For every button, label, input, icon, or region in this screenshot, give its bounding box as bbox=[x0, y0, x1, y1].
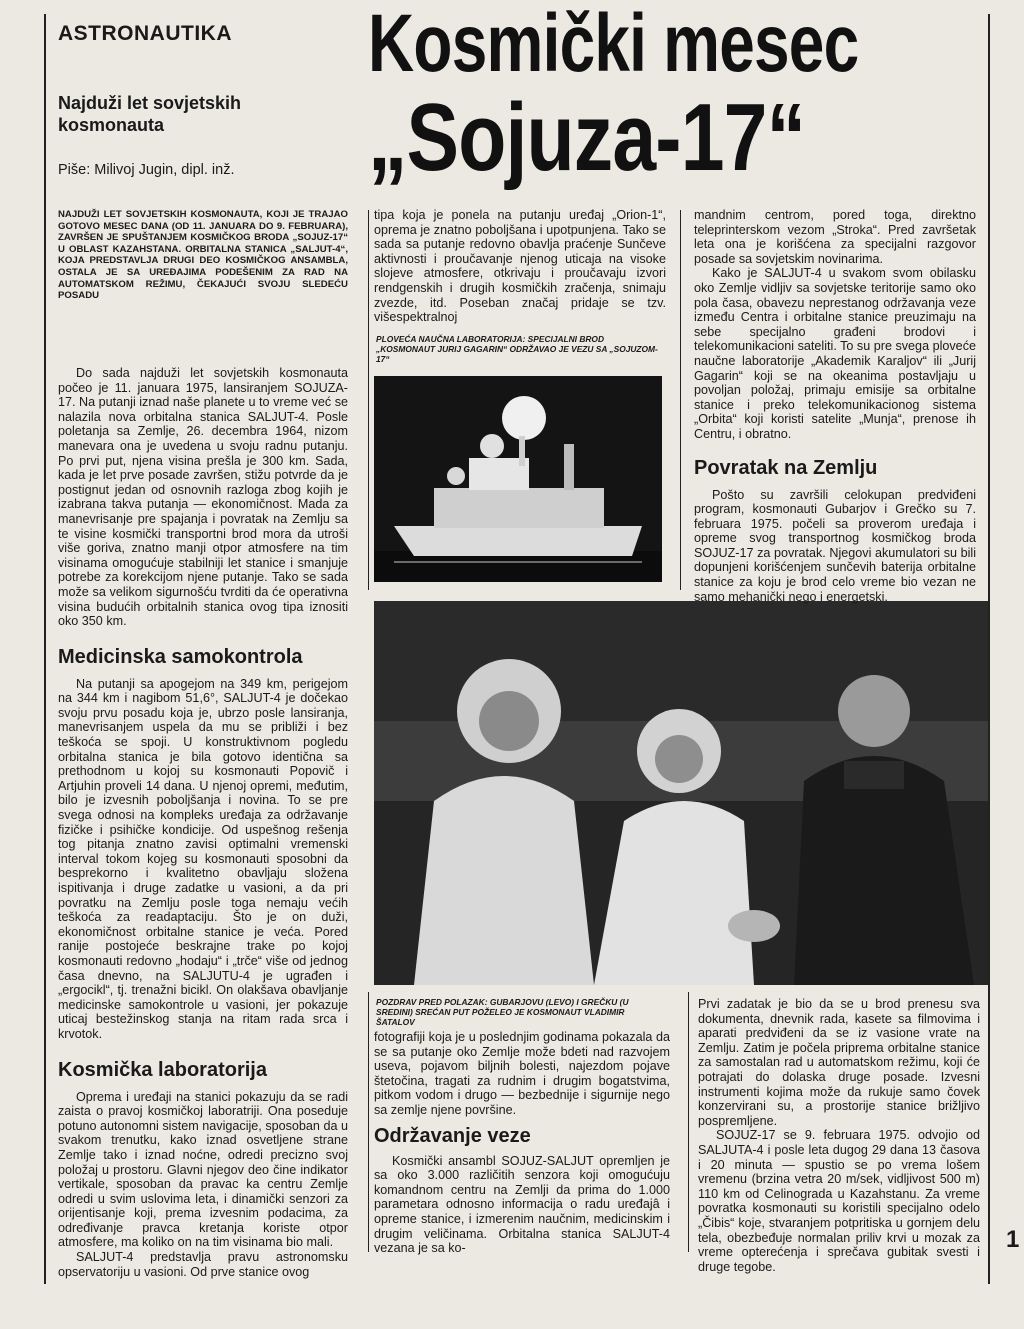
column-2-top bbox=[374, 208, 666, 325]
col3-paragraph-2: Kako je SALJUT-4 u svakom svom obilasku oko Zemlje vidljiv sa sovjetske teritorije samo oko pola časa, obavezu neprestanog održavanja veze između Centra i orbitalne stanice preuzimaju na sebe specijalno građeni brodovi i telekomunikacioni sateliti. To su pre svega ploveće naučne laboratorije „Akademik Karaljov“ ili „Jurij Gagarin“ koji se na okeanima postavljaju u povoljan položaj, primaju emisije sa orbitalne stanice i preko telekomunikacionog sistema „Orbita“ koji koristi satelite „Munja“, prenose ih Centru, i obratno. bbox=[694, 266, 976, 441]
column-3-top bbox=[694, 208, 976, 604]
col1-paragraph-1: Do sada najduži let sovjetskih kosmonauta počeo je 11. januara 1975, lansiranjem SOJUZA-17. Na putanji iznad naše planete u to vreme već se nalazila nova orbitalna stanica SALJUT-4. Posle poletanja sa Zemlje, 26. decembra 1964, nizom manevara ona je uvedena u svoju radnu putanju. Po prvi put, njena visina prešla je 300 km. Sada, kada je let prve posade završen, stižu potvrde da je postignut jedan od osnovnih razloga zbog kojih je izabrana takva putanja — ekonomičnost. Mada za manevrisanje pre spajanja i povratak na Zemlju sa te visine kosmički transportni brod mora da utroši više goriva, znatno manji otpor atmosfere na tim visinama omogućuje stabilniji let stanice i smanjuje potrebe za korekcijom njene putanje. Tako se sada može sa velikom sigurnošću tvrditi da će operativna visina budućih orbitalnih stanica ovog tipa iznositi oko 350 km. bbox=[58, 366, 348, 629]
col3-paragraph-1: mandnim centrom, pored toga, direktno teleprinterskom vezom „Stroka“. Pred završetak leta ona je korišćena za specijalni razgovor posade sa sovjetskim novinarima. bbox=[694, 208, 976, 266]
column-rule-4 bbox=[688, 992, 689, 1252]
column-1 bbox=[58, 366, 348, 1279]
col2-paragraph-2: fotografiji koja je u poslednjim godinama pokazala da se sa putanje oko Zemlje može bdeti nad razvojem useva, pojavom biljnih bolesti, najezdom pojave štetočina, tragati za rudnim i drugim bogatstvima, pitkom vodom i drugo — bezbednije i sigurnije nego sa zemlje njene površine. bbox=[374, 1030, 670, 1117]
ship-photo-caption: PLOVEĆA NAUČNA LABORATORIJA: SPECIJALNI BROD „KOSMONAUT JURIJ GAGARIN“ ODRŽAVAO JE VEZU SA „SOJUZOM-17“ bbox=[376, 334, 658, 364]
col3-paragraph-3: Pošto su završili celokupan predviđeni program, kosmonauti Gubarjov i Grečko su 7. februara 1975. počeli sa proverom uređaja i opreme svog transportnog kosmičkog broda SOJUZ-17 za povratak. Njegovi akumulatori su bili dopunjeni korišćenjem sunčevih baterija orbitalne stanice za koju je brod celo vreme bio vezan ne samo mehanički nego i energetski. bbox=[694, 487, 976, 604]
right-margin-rule bbox=[988, 14, 990, 1284]
subheading-odrzavanje-veze: Održavanje veze bbox=[374, 1124, 531, 1147]
byline: Piše: Milivoj Jugin, dipl. inž. bbox=[58, 162, 235, 178]
column-3-bottom bbox=[698, 997, 980, 1274]
section-label: ASTRONAUTIKA bbox=[58, 22, 232, 45]
crew-illustration bbox=[374, 601, 988, 985]
headline bbox=[368, 0, 988, 191]
column-2-bottom bbox=[374, 1030, 670, 1256]
left-margin-rule bbox=[44, 14, 46, 1284]
column-rule-3 bbox=[368, 992, 369, 1252]
subheading-laboratorija: Kosmička laboratorija bbox=[58, 1058, 267, 1081]
subheading-povratak: Povratak na Zemlju bbox=[694, 456, 878, 479]
subheading-medicinska: Medicinska samokontrola bbox=[58, 645, 303, 668]
col3-paragraph-5: SOJUZ-17 se 9. februara 1975. odvojio od SALJUTA-4 i posle leta dugog 29 dana 13 časova i 20 minuta — spustio se po vrema lošem vremenu (brzina vetra 20 m/sek, vidljivost 500 m) 110 km od Celinograda u Kazahstanu. Za vreme povratka kosmonauti su koristili specijalno odelo „Čibis“ koje, stvaranjem potpritiska u gornjem delu tela, obezbeđuje normalan priliv krvi u mozak za vreme opterećenja i sprečava gubitak svesti i druge tegobe. bbox=[698, 1128, 980, 1274]
headline-line-2: „Sojuza-17“ bbox=[368, 84, 806, 191]
crew-photo-caption: POZDRAV PRED POLAZAK: GUBARJOVU (LEVO) I GREČKU (U SREDINI) SREĆAN PUT POŽELEO JE KOSMONAUT VLADIMIR ŠATALOV bbox=[376, 997, 629, 1027]
kicker: Najduži let sovjetskih kosmonauta bbox=[58, 93, 242, 135]
column-rule-1 bbox=[368, 210, 369, 590]
headline-line-1: Kosmički mesec bbox=[368, 0, 859, 89]
column-rule-2 bbox=[680, 210, 681, 590]
ship-photo bbox=[374, 376, 662, 582]
lead-paragraph: NAJDUŽI LET SOVJETSKIH KOSMONAUTA, KOJI JE TRAJAO GOTOVO MESEC DANA (OD 11. JANUARA DO 9. FEBRUARA), ZAVRŠEN JE SPUŠTANJEM KOSMIČKOG BRODA „SOJUZ-17“ U OBLAST KAZAHSTANA. ORBITALNA STANICA „SALJUT-4“, KOJA PREDSTAVLJA DRUGI DEO KOSMIČKOG ANSAMBLA, OSTALA JE SA UREĐAJIMA PODEŠENIM ZA RAD NA AUTOMATSKOM REŽIMU, ČEKAJUĆI SVOJU SLEDEĆU POSADU bbox=[58, 209, 348, 302]
col3-paragraph-4: Prvi zadatak je bio da se u brod prenesu sva dokumenta, dnevnik rada, kasete sa filmovima i aparati predviđeni da se iz vasione vrate na Zemlju. Zatim je počela priprema orbitalne stanice za samostalan rad u automatskom režimu, koji će potrajati do dolaska druge posade. Izvesni instrumenti kojima može da rukuje samo čovek konzervirani su, a prostorije stanice brižljivo pospremljene. bbox=[698, 997, 980, 1128]
col1-paragraph-3: Oprema i uređaji na stanici pokazuju da se radi zaista o pravoj kosmičkoj laboratriji. Ona poseduje potuno autonomni sistem navigacije, sposoban da u svakom trenutku, kako iznad osvetljene strane Zemlje tako i iznad noćne, odredi precizno svoj položaj u prostoru. Glavni njegov deo čine indikator vertikale, sposoban da pravac ka centru Zemlje odredi u svim uslovima leta, i dinamički senzori za orijentisanje koji, prema izvesnim podacima, za određivanje pravca kretanja koriste otpor atmosfere, ma koliko on na tim visinama bio mali. bbox=[58, 1089, 348, 1250]
crew-photo bbox=[374, 601, 988, 985]
ship-illustration bbox=[374, 376, 662, 582]
col1-paragraph-4: SALJUT-4 predstavlja pravu astronomsku opservatoriju u vasioni. Od prve stanice ovog bbox=[58, 1250, 348, 1279]
col2-paragraph-1: tipa koja je ponela na putanju uređaj „Orion-1“, oprema je znatno poboljšana i upotpunjena. Tako se sada sa putanje redovno obavlja praćenje Sunčeve aktivnosti i proučavanje njenog uticaja na visoke slojeve atmosfere, otkrivaju i proučavaju izvori rendgenskih i drugih kosmičkih zračenja, snimaju zvezde, itd. Poseban značaj pridaje se tzv. višespektralnoj bbox=[374, 208, 666, 325]
col1-paragraph-2: Na putanji sa apogejom na 349 km, perigejom na 344 km i nagibom 51,6°, SALJUT-4 je dočekao svoju prvu posadu koja je, ubrzo posle lansiranja, manevrisanjem uspela da mu se približi i bez teškoća se spoji. U konstruktivnom pogledu orbitalna stanica je bila gotovo identična sa prethodnom u kojoj su kosmonauti Popovič i Artjuhin proveli 14 dana. U njenoj opremi, međutim, bilo je izvesnih poboljšanja i novina. To se pre svega odnosi na kompleks uređaja za održavanje fizičke i psihičke kondicije. Od uspešnog rešenja tog pitanja znatno zavisi optimalni vremenski interval tokom kojeg su kosmonauti sposobni da besprekorno i kvalitetno obavljaju složena ispitivanja i druge zadatke u vasioni, a da pri povratku na Zemlju posle toga nemaju većih teškoća za readaptaciju. Što je on duži, ekonomičnost orbitalne stanice je veća. Pored ranije postojeće beskrajne trake po kojoj kosmonauti redovno „hodaju“ i „trče“ više od jednog časa dnevno, na SALJUTU-4 je ugrađen i „ergocikl“, tj. trenažni bicikl. On olakšava obavljanje medicinske samokontrole u vasioni, jer pokazuje uticaj bestežinskog stanja na ritam rada srca i krvotok. bbox=[58, 676, 348, 1041]
page-number: 1 bbox=[1006, 1226, 1020, 1253]
col2-paragraph-3: Kosmički ansambl SOJUZ-SALJUT opremljen je sa oko 3.000 različitih senzora koji omogućuju komandnom centru na Zemlji da prima do 1.000 parametara odnosno informacija o radu uređajâ i opreme stanice, i izmerenim naučnim, medicinskim i drugim veličinama. Orbitalna stanica SALJUT-4 vezana je sa ko- bbox=[374, 1153, 670, 1256]
